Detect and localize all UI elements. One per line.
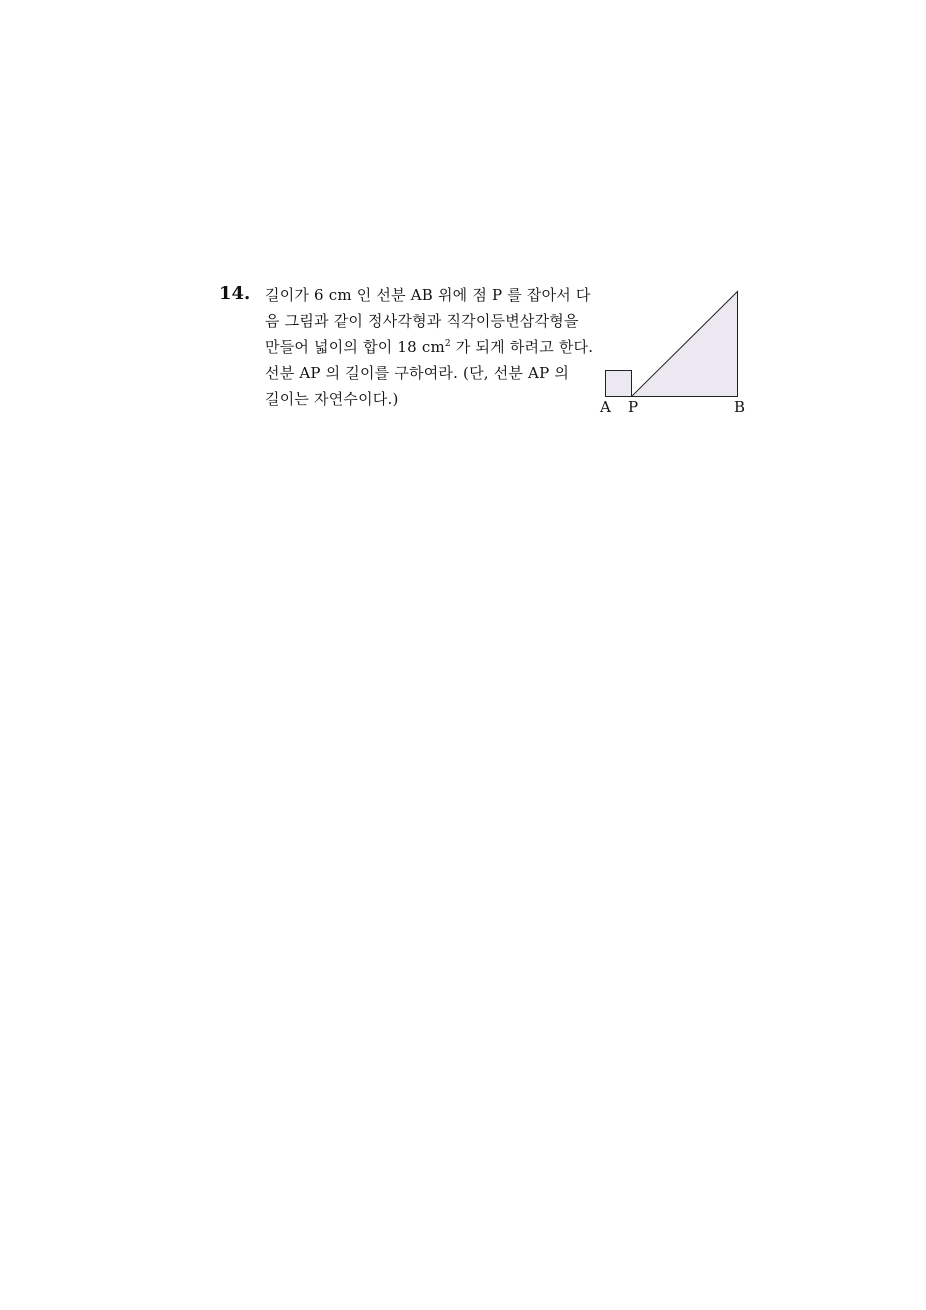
problem-line-3 xyxy=(265,336,593,358)
problem-line-3-end: 가 되게 하려고 한다. xyxy=(450,338,594,356)
geometry-figure-svg xyxy=(592,280,762,420)
problem-line-2: 음 그림과 같이 정사각형과 직각이등변삼각형을 xyxy=(265,312,579,330)
problem-number: 14. xyxy=(219,283,251,304)
area-unit-exponent: 2 xyxy=(444,339,451,349)
problem-line-1: 길이가 6 cm 인 선분 AB 위에 점 P 를 잡아서 다 xyxy=(265,286,591,304)
point-label-b: B xyxy=(734,398,746,416)
point-label-p: P xyxy=(628,398,639,416)
problem-line-4: 선분 AP 의 길이를 구하여라. (단, 선분 AP 의 xyxy=(265,364,570,382)
square-shape xyxy=(606,371,632,397)
point-label-a: A xyxy=(600,398,611,416)
geometry-figure xyxy=(592,280,762,420)
problem-line-3-start: 만들어 넓이의 합이 18 cm xyxy=(265,338,445,356)
problem-line-5: 길이는 자연수이다.) xyxy=(265,390,399,408)
right-isosceles-triangle xyxy=(632,292,738,397)
